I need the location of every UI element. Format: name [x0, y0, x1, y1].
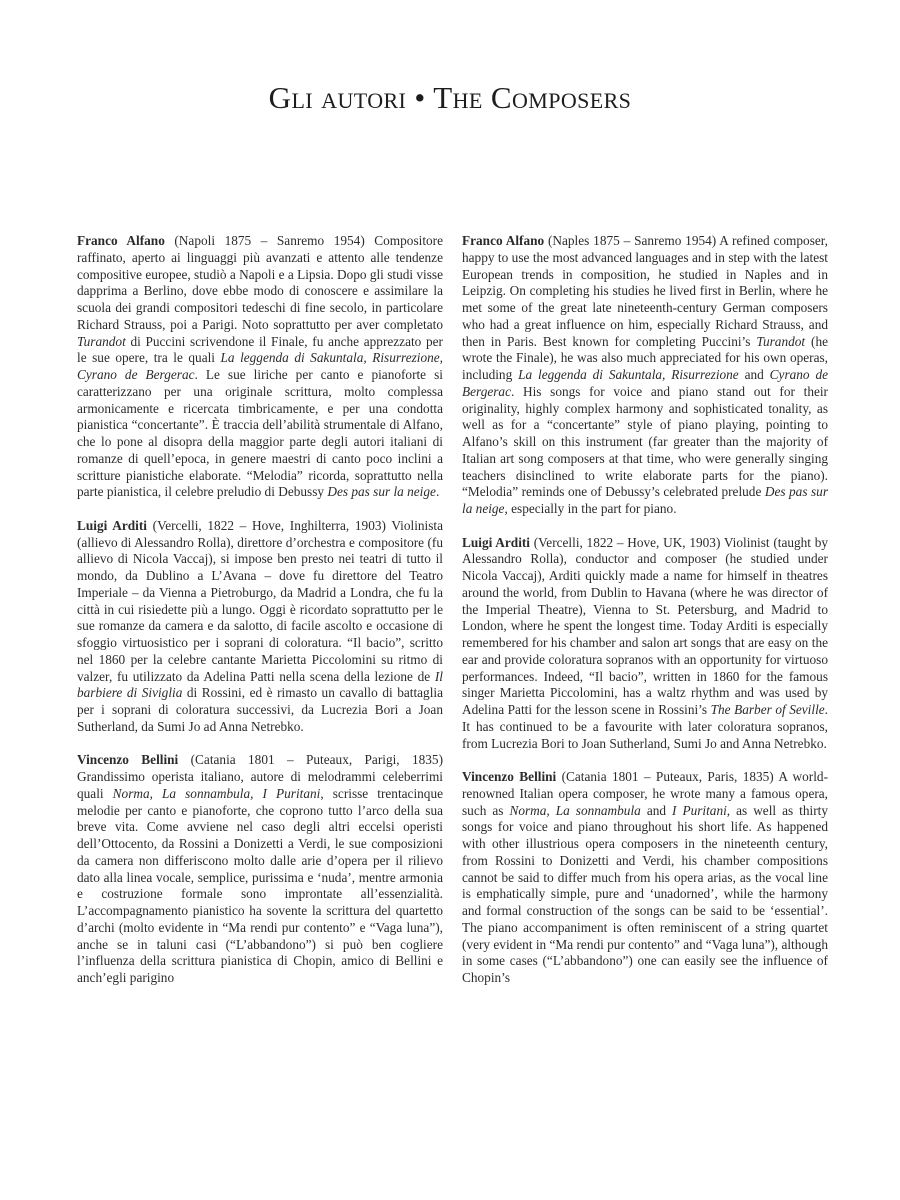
italian-column [77, 233, 443, 1004]
composer-name: Franco Alfano [77, 233, 165, 248]
entry-arditi-it [77, 518, 443, 736]
bio-text: (he wrote the Finale), he was also much appreciated for his own operas, including [462, 333, 828, 382]
bio-text: , especially in the part for piano. [504, 501, 677, 516]
italic-title: Turandot [77, 333, 126, 349]
italic-title: Cyrano de Bergerac [462, 367, 828, 399]
bio-text: , as well as thirty songs for voice and piano throughout his short life. As happened with other illustrious opera composers in the nineteenth century, from Rossini to Donizetti and Verdi, his chamber compositions cannot be said to differ much from his opera arias, as the vocal line is emphatically simple, pure and ‘unadorned’, while the harmony and formal construction of the songs can be said to be ‘essential’. The piano accompaniment is often reminiscent of a string quartet (very evident in “Ma rendi pur contento” and “Vaga luna”), although in some cases (“L’abbandono”) one can easily see the influence of Chopin’s [462, 802, 828, 985]
entry-arditi-en [462, 535, 828, 753]
entry-bellini-en [462, 769, 828, 987]
composer-name: Franco Alfano [462, 233, 545, 248]
bio-text: . It has continued to be a favourite with later coloratura sopranos, from Lucrezia Bori to Joan Sutherland, Sumi Jo and Anna Netrebko. [462, 702, 828, 751]
italic-title: Norma, La sonnambula [509, 802, 641, 818]
bio-text: (Vercelli, 1822 – Hove, UK, 1903) Violinist (taught by Alessandro Rolla), conductor and composer (he studied under Nicola Vaccaj), Arditi quickly made a name for himself in theatres around the world, from Dublin to Havana (where he was director of the Imperial Theatre), Vienna to St. Petersburg, and Madrid to London, where he spent the longest time. Today Arditi is especially remembered for his chamber and salon art songs that are easy on the ear and provide coloratura sopranos with an opportunity for virtuoso performances. Indeed, “Il bacio”, written in 1860 for the famous singer Marietta Piccolomini, has a waltz rhythm and was used by Adelina Patti for the lesson scene in Rossini’s [462, 534, 829, 717]
italic-title: Des pas sur la neige [462, 484, 828, 516]
composer-name: Vincenzo Bellini [77, 752, 179, 768]
italic-title: I Puritani [672, 802, 727, 818]
page-title: Gli autori • The Composers [268, 80, 632, 115]
italic-title: Il barbiere di Siviglia [77, 668, 443, 701]
entry-alfano-en [462, 233, 828, 518]
italic-title: Norma, La sonnambula, I Puritani [112, 785, 321, 801]
composer-name: Vincenzo Bellini [462, 769, 557, 784]
bio-text: (Catania 1801 – Puteaux, Parigi, 1835) Grandissimo operista italiano, autore di melodrammi celeberrimi quali [77, 752, 444, 801]
bio-text: . His songs for voice and piano stand out for their originality, highly complex harmony and sophisticated tonality, as well as for a “concertante” style of piano playing, pointing to Alfano’s skill on this instrument (far greater than the majority of Italian art song composers at that time, who were generally singing teachers disinclined to write elaborate parts for the piano). “Melodia” reminds one of Debussy’s celebrated prelude [462, 383, 828, 500]
bio-text: di Puccini scrivendone il Finale, fu anche apprezzato per le sue opere, tra le quali [77, 333, 443, 366]
entry-bellini-it [77, 752, 443, 987]
italic-title: Des pas sur la neige [327, 484, 436, 500]
bio-text: (Catania 1801 – Puteaux, Paris, 1835) A world-renowned Italian opera composer, he wrote many a famous opera, such as [462, 769, 829, 818]
italic-title: La leggenda di Sakuntala, Risurrezione, Cyrano de Bergerac [77, 350, 443, 382]
italic-title: The Barber of Seville [710, 702, 825, 717]
bio-text: . Le sue liriche per canto e pianoforte si caratterizzano per una originale scrittura, molto complessa armonicamente e ricercata timbricamente, e per una condotta pianistica “concertante”. È traccia dell’abilità strumentale di Alfano, che lo pone al disopra della maggior parte degli autori italiani di romanze di quell’epoca, in genere maestri di canto poco inclini a scritture pianistiche elaborate. “Melodia” ricorda, soprattutto nella parte pianistica, il celebre preludio di Debussy [77, 367, 443, 500]
bio-text: , scrisse trentacinque melodie per canto e pianoforte, che coprono tutto l’arco della sua breve vita. Come avviene nel caso degli altri eccelsi operisti dell’Ottocento, da Rossini a Donizetti a Verdi, le sue composizioni da camera non differiscono molto dalle arie d’opera per il rilievo dato alla linea vocale, semplice, purissima e ‘nuda’, mentre armonia e costruzione formale sono improntate all’essenzialità. L’accompagnamento pianistico ha sovente la scrittura del quartetto d’archi (molto evidente in “Ma rendi pur contento” e “Vaga luna”), anche se in taluni casi (“L’abbandono”) si può ben cogliere l’influenza della scrittura pianistica di Chopin, amico di Bellini e anch’egli parigino [77, 785, 443, 985]
composer-name: Luigi Arditi [462, 534, 531, 550]
bio-text: and [738, 367, 770, 382]
bio-text: and [640, 802, 673, 818]
bio-text: di Rossini, ed è rimasto un cavallo di battaglia per i soprani di coloratura successivi, da Lucrezia Bori a Joan Sutherland, da Sumi Jo ad Anna Netrebko. [77, 685, 443, 734]
italic-title: Turandot [756, 333, 806, 349]
bio-text: (Napoli 1875 – Sanremo 1954) Compositore raffinato, aperto ai linguaggi più avanzati e attento alle tendenze compositive europee, studiò a Napoli e a Lipsia. Dopo gli studi visse dapprima a Berlino, dove ebbe modo di conoscere e assimilare la scuola dei grandi compositori tedeschi di fine secolo, in particolare Richard Strauss, poi a Parigi. Noto soprattutto per aver completato [77, 233, 443, 332]
bio-text: (Naples 1875 – Sanremo 1954) A refined composer, happy to use the most advanced languages and in step with the latest European trends in composition, he studied in Naples and in Leipzig. On completing his studies he lived first in Berlin, where he met some of the great late nineteenth-century German composers who had a great influence on him, especially Richard Strauss, and then in Paris. Best known for completing Puccini’s [462, 233, 828, 349]
composer-name: Luigi Arditi [77, 517, 147, 533]
italic-title: La leggenda di Sakuntala, Risurrezione [518, 367, 739, 382]
bio-text: (Vercelli, 1822 – Hove, Inghilterra, 1903) Violinista (allievo di Alessandro Rolla), direttore d’orchestra e compositore (fu allievo di Nicola Vaccaj), si impose ben presto nei teatri di tutto il mondo, da Dublino a L’Avana – dove fu direttore del Teatro Imperiale – da Vienna a Pietroburgo, da Madrid a Londra, che fu la città in cui risiedette più a lungo. Oggi è ricordato soprattutto per le sue romanze da camera e da salotto, di facile ascolto e occasione di sfoggio virtuosistico per i soprani di coloratura. “Il bacio”, scritto nel 1860 per la celebre cantante Marietta Piccolomini su ritmo di valzer, fu utilizzato da Adelina Patti nella scena della lezione de [77, 517, 444, 684]
entry-alfano-it [77, 233, 443, 501]
bio-text: . [435, 484, 440, 500]
english-column [462, 233, 828, 1004]
